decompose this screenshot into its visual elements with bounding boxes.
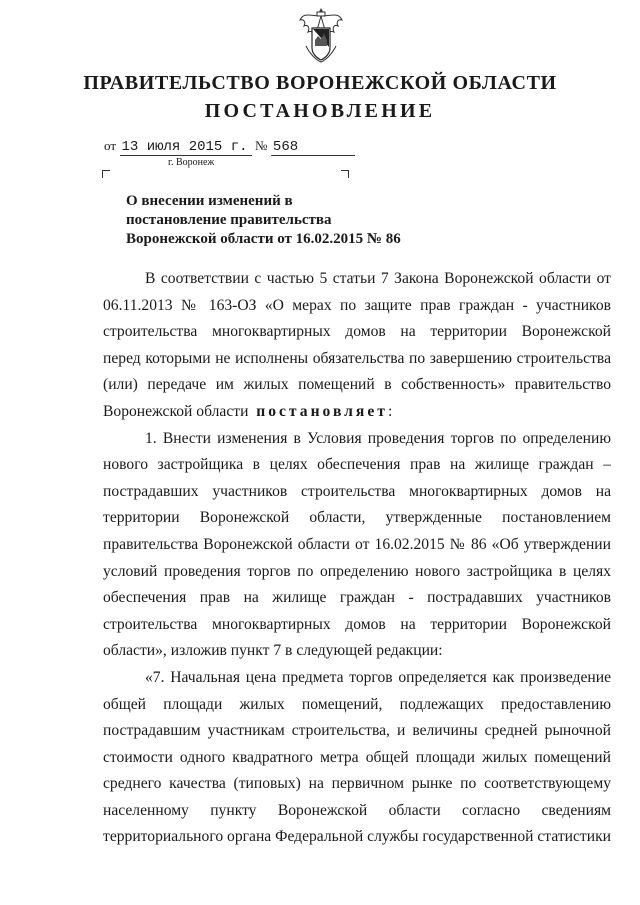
date-field: 13 июля 2015 г. xyxy=(120,139,252,156)
corner-mark-left xyxy=(102,170,110,178)
city-label: г. Воронеж xyxy=(168,157,215,168)
body-line: пострадавшим участникам строительства, и величины средней рыночной xyxy=(103,722,611,740)
subject-line: Воронежской области от 16.02.2015 № 86 xyxy=(126,231,401,247)
body-line: В соответствии с частью 5 статьи 7 Закона Воронежской области от xyxy=(145,270,611,287)
body-line: перед которыми не исполнены обязательства по завершению строительства xyxy=(103,349,611,367)
body-line: условий проведения торгов по определению нового застройщика в целях xyxy=(103,562,611,580)
body-line: правительства Воронежской области от 16.02.2015 № 86 «Об утверждении xyxy=(103,535,611,553)
corner-mark-right xyxy=(341,170,349,178)
body-line: населенному пункту Воронежской области согласно сведениям xyxy=(103,801,611,819)
coat-of-arms-icon xyxy=(298,6,344,64)
body-line xyxy=(103,399,611,426)
subject-line: О внесении изменений в xyxy=(126,193,293,209)
number-label: № xyxy=(255,138,268,153)
body-line: «7. Начальная цена предмета торгов определяется как произведение xyxy=(145,668,611,686)
body-line: строительства многоквартирных домов на территории Воронежской xyxy=(103,615,611,633)
body-line: территориального органа Федеральной службы государственной статистики xyxy=(103,828,611,846)
resolves-keyword: постановляет xyxy=(256,402,388,420)
body-line: области», изложив пункт 7 в следующей редакции: xyxy=(103,642,443,660)
body-line: среднего качества (типовых) на первичном рынке по соответствующему xyxy=(103,775,611,793)
body-line: территории Воронежской области, утвержденные постановлением xyxy=(103,509,611,527)
body-line: общей площади жилых помещений, подлежащих предоставлению xyxy=(103,695,611,713)
body-line: нового застройщика в целях обеспечения прав на жилище граждан – xyxy=(103,456,611,474)
body-line: строительства многоквартирных домов на территории Воронежской xyxy=(103,323,611,341)
body-line: 06.11.2013 № 163-ОЗ «О мерах по защите прав граждан - участников xyxy=(103,296,611,314)
body-text: Воронежской области xyxy=(103,402,249,420)
document-body xyxy=(103,266,611,851)
subject-line: постановление правительства xyxy=(126,212,332,228)
body-line: стоимости одного квадратного метра общей площади жилых помещений xyxy=(103,748,611,766)
body-line: 1. Внести изменения в Условия проведения торгов по определению xyxy=(145,429,611,447)
registration-line xyxy=(104,138,355,158)
document-subject xyxy=(126,192,456,249)
document-type-title: ПОСТАНОВЛЕНИЕ xyxy=(204,100,436,122)
body-text: : xyxy=(387,402,393,420)
body-line: обеспечения прав на жилище граждан - пострадавших участников xyxy=(103,589,611,607)
organization-title: ПРАВИТЕЛЬСТВО ВОРОНЕЖСКОЙ ОБЛАСТИ xyxy=(83,72,557,94)
number-field: 568 xyxy=(271,139,355,156)
body-line: пострадавших участников строительства многоквартирных домов на xyxy=(103,482,611,500)
date-label: от xyxy=(104,138,117,153)
body-line: (или) передаче им жилых помещений в собственность» правительство xyxy=(103,376,611,394)
